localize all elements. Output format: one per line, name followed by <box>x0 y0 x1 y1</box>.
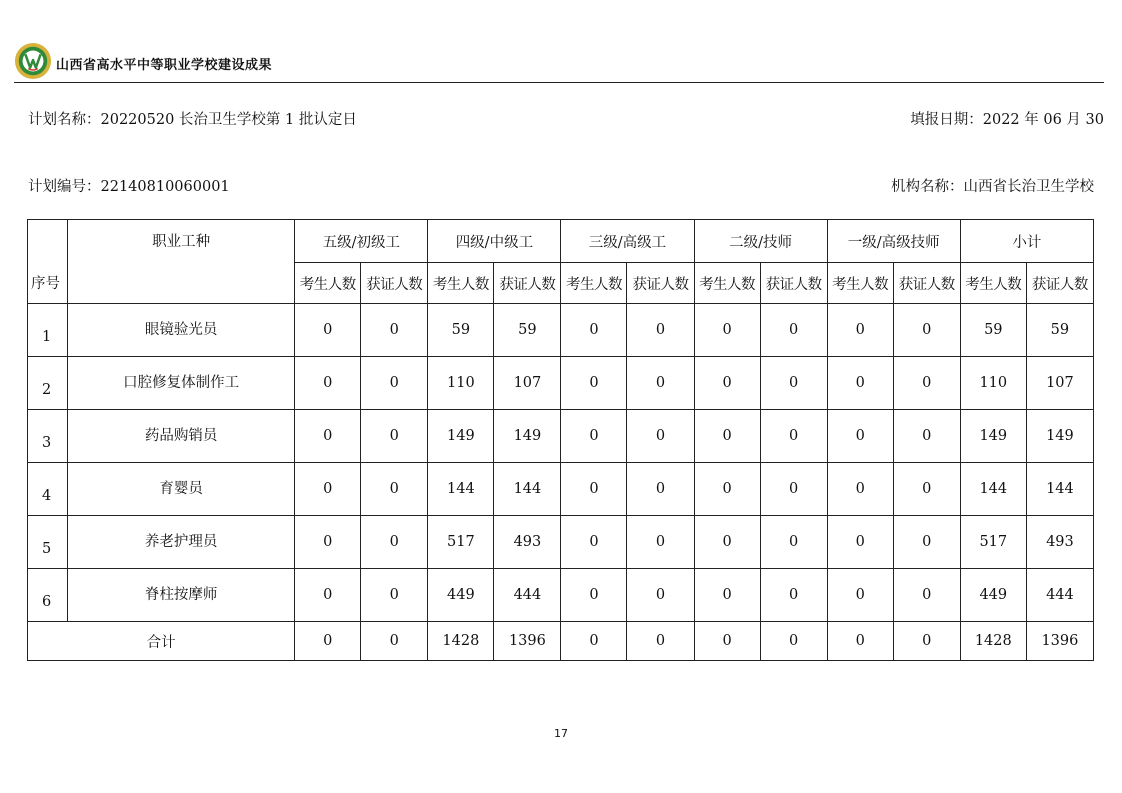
examinee-count-cell: 0 <box>295 569 361 622</box>
certified-count-cell: 0 <box>627 410 694 463</box>
plan-name: 计划名称：20220520 长治卫生学校第 1 批认定日 <box>28 112 357 128</box>
certified-count-cell: 0 <box>760 516 827 569</box>
examinee-count-cell: 0 <box>827 357 893 410</box>
certified-count-cell: 59 <box>1026 304 1093 357</box>
table-row <box>28 516 1094 569</box>
examinee-count-cell: 0 <box>827 516 893 569</box>
org-name: 机构名称：山西省长治卫生学校 <box>891 179 1094 195</box>
certified-count-header: 获证人数 <box>627 263 694 304</box>
seq-cell: 1 <box>28 304 68 357</box>
examinee-count-header: 考生人数 <box>827 263 893 304</box>
total-examinee-cell: 0 <box>827 622 893 661</box>
report-date: 填报日期：2022 年 06 月 30 <box>910 112 1104 128</box>
table-row <box>28 357 1094 410</box>
occupation-cell: 养老护理员 <box>68 516 295 569</box>
total-examinee-cell: 0 <box>295 622 361 661</box>
table-row <box>28 569 1094 622</box>
table-header-row <box>28 220 1094 263</box>
site-title: 山西省高水平中等职业学校建设成果 <box>56 58 273 73</box>
examinee-count-cell: 0 <box>295 304 361 357</box>
total-certified-cell: 0 <box>760 622 827 661</box>
examinee-count-cell: 449 <box>428 569 494 622</box>
certified-count-cell: 0 <box>760 463 827 516</box>
school-emblem-icon <box>14 42 52 80</box>
seq-header: 序号 <box>28 220 68 304</box>
total-certified-cell: 0 <box>893 622 960 661</box>
examinee-count-cell: 149 <box>428 410 494 463</box>
certified-count-cell: 0 <box>893 304 960 357</box>
examinee-count-cell: 110 <box>960 357 1026 410</box>
certified-count-cell: 0 <box>361 357 428 410</box>
seq-cell: 5 <box>28 516 68 569</box>
certified-count-cell: 0 <box>760 357 827 410</box>
examinee-count-cell: 144 <box>428 463 494 516</box>
examinee-count-cell: 110 <box>428 357 494 410</box>
total-examinee-cell: 1428 <box>428 622 494 661</box>
examinee-count-cell: 0 <box>561 410 627 463</box>
examinee-count-cell: 449 <box>960 569 1026 622</box>
examinee-count-header: 考生人数 <box>960 263 1026 304</box>
certified-count-cell: 149 <box>1026 410 1093 463</box>
examinee-count-cell: 0 <box>295 463 361 516</box>
certified-count-cell: 0 <box>627 357 694 410</box>
examinee-count-cell: 59 <box>428 304 494 357</box>
certified-count-cell: 0 <box>361 463 428 516</box>
certified-count-cell: 493 <box>1026 516 1093 569</box>
certified-count-cell: 0 <box>893 516 960 569</box>
table-row <box>28 304 1094 357</box>
certified-count-cell: 0 <box>361 516 428 569</box>
examinee-count-cell: 0 <box>694 357 760 410</box>
total-certified-cell: 1396 <box>1026 622 1093 661</box>
certified-count-cell: 0 <box>361 410 428 463</box>
examinee-count-cell: 0 <box>561 516 627 569</box>
certified-count-cell: 493 <box>494 516 561 569</box>
examinee-count-cell: 0 <box>694 516 760 569</box>
certified-count-cell: 0 <box>760 410 827 463</box>
occupation-cell: 口腔修复体制作工 <box>68 357 295 410</box>
examinee-count-cell: 0 <box>561 463 627 516</box>
total-label: 合计 <box>28 622 295 661</box>
certified-count-header: 获证人数 <box>760 263 827 304</box>
examinee-count-header: 考生人数 <box>295 263 361 304</box>
examinee-count-cell: 517 <box>428 516 494 569</box>
certified-count-header: 获证人数 <box>494 263 561 304</box>
occupation-header: 职业工种 <box>68 220 295 304</box>
examinee-count-cell: 0 <box>827 569 893 622</box>
examinee-count-cell: 0 <box>295 516 361 569</box>
subtotal-header: 小计 <box>960 220 1093 263</box>
total-certified-cell: 0 <box>627 622 694 661</box>
certified-count-cell: 0 <box>760 304 827 357</box>
certified-count-cell: 0 <box>627 463 694 516</box>
certified-count-cell: 0 <box>893 463 960 516</box>
examinee-count-cell: 149 <box>960 410 1026 463</box>
level-header: 一级/高级技师 <box>827 220 960 263</box>
level-header: 三级/高级工 <box>561 220 694 263</box>
certified-count-header: 获证人数 <box>361 263 428 304</box>
total-row <box>28 622 1094 661</box>
examinee-count-cell: 144 <box>960 463 1026 516</box>
certified-count-cell: 144 <box>494 463 561 516</box>
plan-code: 计划编号：22140810060001 <box>28 179 230 195</box>
certified-count-cell: 59 <box>494 304 561 357</box>
occupation-cell: 育婴员 <box>68 463 295 516</box>
examinee-count-cell: 0 <box>827 410 893 463</box>
level-header: 四级/中级工 <box>428 220 561 263</box>
certification-table <box>27 219 1094 661</box>
examinee-count-header: 考生人数 <box>561 263 627 304</box>
examinee-count-cell: 0 <box>295 357 361 410</box>
examinee-count-cell: 0 <box>561 357 627 410</box>
level-header: 五级/初级工 <box>295 220 428 263</box>
examinee-count-cell: 0 <box>694 410 760 463</box>
examinee-count-cell: 0 <box>694 304 760 357</box>
certified-count-header: 获证人数 <box>893 263 960 304</box>
level-header: 二级/技师 <box>694 220 827 263</box>
certified-count-cell: 144 <box>1026 463 1093 516</box>
total-certified-cell: 0 <box>361 622 428 661</box>
examinee-count-cell: 0 <box>561 569 627 622</box>
examinee-count-cell: 0 <box>827 304 893 357</box>
table-row <box>28 463 1094 516</box>
certified-count-header: 获证人数 <box>1026 263 1093 304</box>
examinee-count-cell: 0 <box>561 304 627 357</box>
certified-count-cell: 0 <box>893 410 960 463</box>
header-divider <box>14 82 1104 83</box>
total-examinee-cell: 1428 <box>960 622 1026 661</box>
examinee-count-cell: 517 <box>960 516 1026 569</box>
examinee-count-cell: 59 <box>960 304 1026 357</box>
certified-count-cell: 0 <box>361 304 428 357</box>
examinee-count-cell: 0 <box>827 463 893 516</box>
certified-count-cell: 444 <box>1026 569 1093 622</box>
seq-cell: 4 <box>28 463 68 516</box>
occupation-cell: 脊柱按摩师 <box>68 569 295 622</box>
certified-count-cell: 0 <box>627 304 694 357</box>
page-header <box>14 42 1104 82</box>
certified-count-cell: 0 <box>627 569 694 622</box>
examinee-count-cell: 0 <box>694 569 760 622</box>
certified-count-cell: 149 <box>494 410 561 463</box>
seq-cell: 6 <box>28 569 68 622</box>
occupation-cell: 眼镜验光员 <box>68 304 295 357</box>
certified-count-cell: 0 <box>760 569 827 622</box>
examinee-count-cell: 0 <box>694 463 760 516</box>
examinee-count-cell: 0 <box>295 410 361 463</box>
table-row <box>28 410 1094 463</box>
total-examinee-cell: 0 <box>694 622 760 661</box>
certified-count-cell: 0 <box>627 516 694 569</box>
occupation-cell: 药品购销员 <box>68 410 295 463</box>
examinee-count-header: 考生人数 <box>428 263 494 304</box>
total-examinee-cell: 0 <box>561 622 627 661</box>
total-certified-cell: 1396 <box>494 622 561 661</box>
examinee-count-header: 考生人数 <box>694 263 760 304</box>
certified-count-cell: 107 <box>494 357 561 410</box>
certified-count-cell: 444 <box>494 569 561 622</box>
certified-count-cell: 107 <box>1026 357 1093 410</box>
seq-cell: 3 <box>28 410 68 463</box>
certified-count-cell: 0 <box>893 569 960 622</box>
certified-count-cell: 0 <box>893 357 960 410</box>
certified-count-cell: 0 <box>361 569 428 622</box>
page-number: 17 <box>554 727 568 740</box>
seq-cell: 2 <box>28 357 68 410</box>
